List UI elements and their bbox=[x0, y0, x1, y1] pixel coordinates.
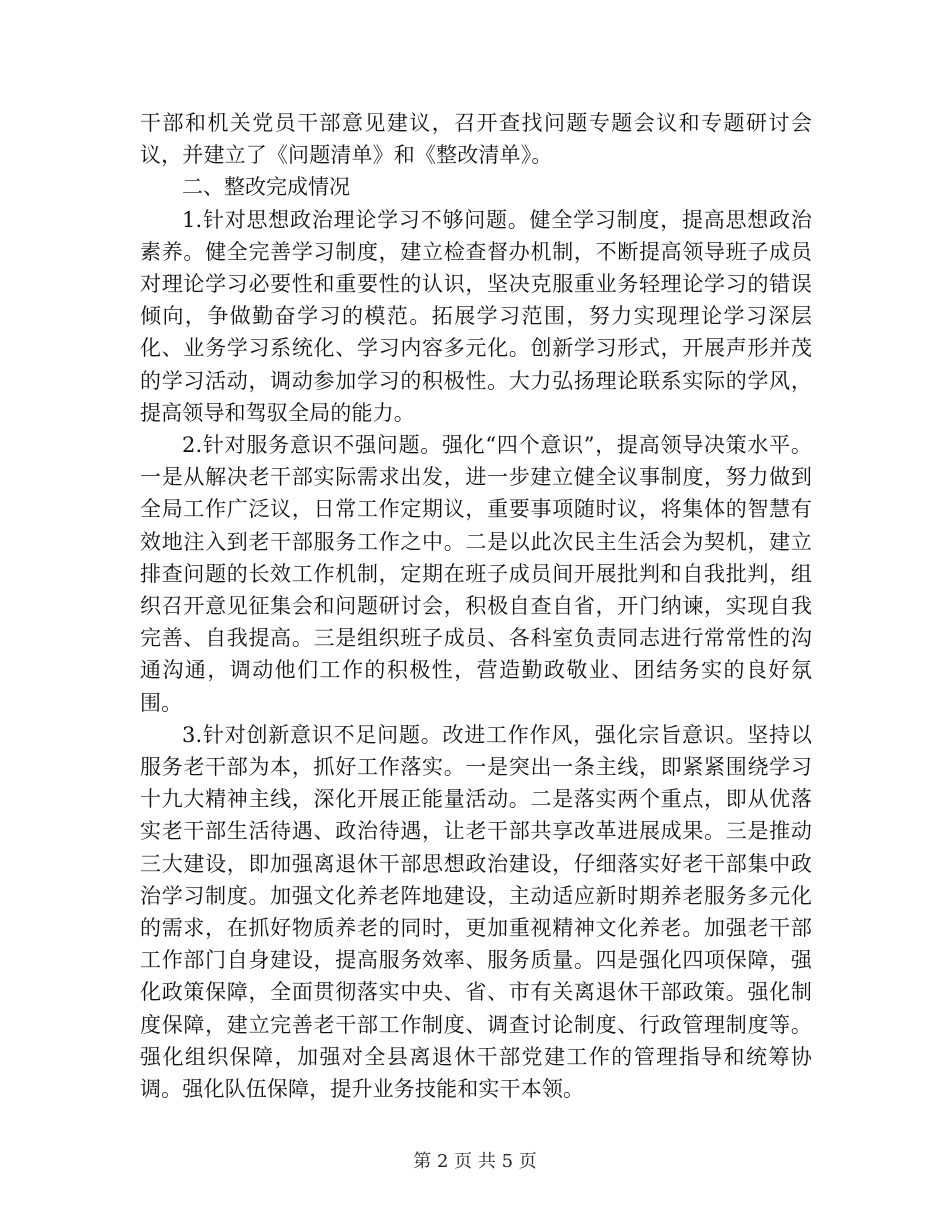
page-number: 第 2 页 共 5 页 bbox=[413, 1151, 537, 1172]
document-body bbox=[140, 107, 812, 1105]
item-paragraph-2: 2.针对服务意识不强问题。强化“四个意识”，提高领导决策水平。一是从解决老干部实际需求出发，进一步建立健全议事制度，努力做到全局工作广泛议，日常工作定期议，重要事项随时议，将集体的智慧有效地注入到老干部服务工作之中。二是以此次民主生活会为契机，建立排查问题的长效工作机制，定期在班子成员间开展批判和自我批判，组织召开意见征集会和问题研讨会，积极自查自省，开门纳谏，实现自我完善、自我提高。三是组织班子成员、各科室负责同志进行常常性的沟通沟通，调动他们工作的积极性，营造勤政敬业、团结务实的良好氛围。 bbox=[140, 433, 812, 715]
item-paragraph-1: 1.针对思想政治理论学习不够问题。健全学习制度，提高思想政治素养。健全完善学习制度，建立检查督办机制，不断提高领导班子成员对理论学习必要性和重要性的认识，坚决克服重业务轻理论学习的错误倾向，争做勤奋学习的模范。拓展学习范围，努力实现理论学习深层化、业务学习系统化、学习内容多元化。创新学习形式，开展声形并茂的学习活动，调动参加学习的积极性。大力弘扬理论联系实际的学风，提高领导和驾驭全局的能力。 bbox=[140, 207, 812, 425]
item-paragraph-3: 3.针对创新意识不足问题。改进工作作风，强化宗旨意识。坚持以服务老干部为本，抓好工作落实。一是突出一条主线，即紧紧围绕学习十九大精神主线，深化开展正能量活动。二是落实两个重点，即从优落实老干部生活待遇、政治待遇，让老干部共享改革进展成果。三是推动三大建设，即加强离退休干部思想政治建设，仔细落实好老干部集中政治学习制度。加强文化养老阵地建设，主动适应新时期养老服务多元化的需求，在抓好物质养老的同时，更加重视精神文化养老。加强老干部工作部门自身建设，提高服务效率、服务质量。四是强化四项保障，强化政策保障，全面贯彻落实中央、省、市有关离退休干部政策。强化制度保障，建立完善老干部工作制度、调查讨论制度、行政管理制度等。强化组织保障，加强对全县离退休干部党建工作的管理指导和统筹协调。强化队伍保障，提升业务技能和实干本领。 bbox=[140, 722, 812, 1102]
intro-paragraph: 干部和机关党员干部意见建议，召开查找问题专题会议和专题研讨会议，并建立了《问题清单》和《整改清单》。 bbox=[140, 111, 812, 168]
section-heading: 二、整改完成情况 bbox=[182, 175, 350, 200]
page-footer bbox=[0, 1150, 950, 1174]
